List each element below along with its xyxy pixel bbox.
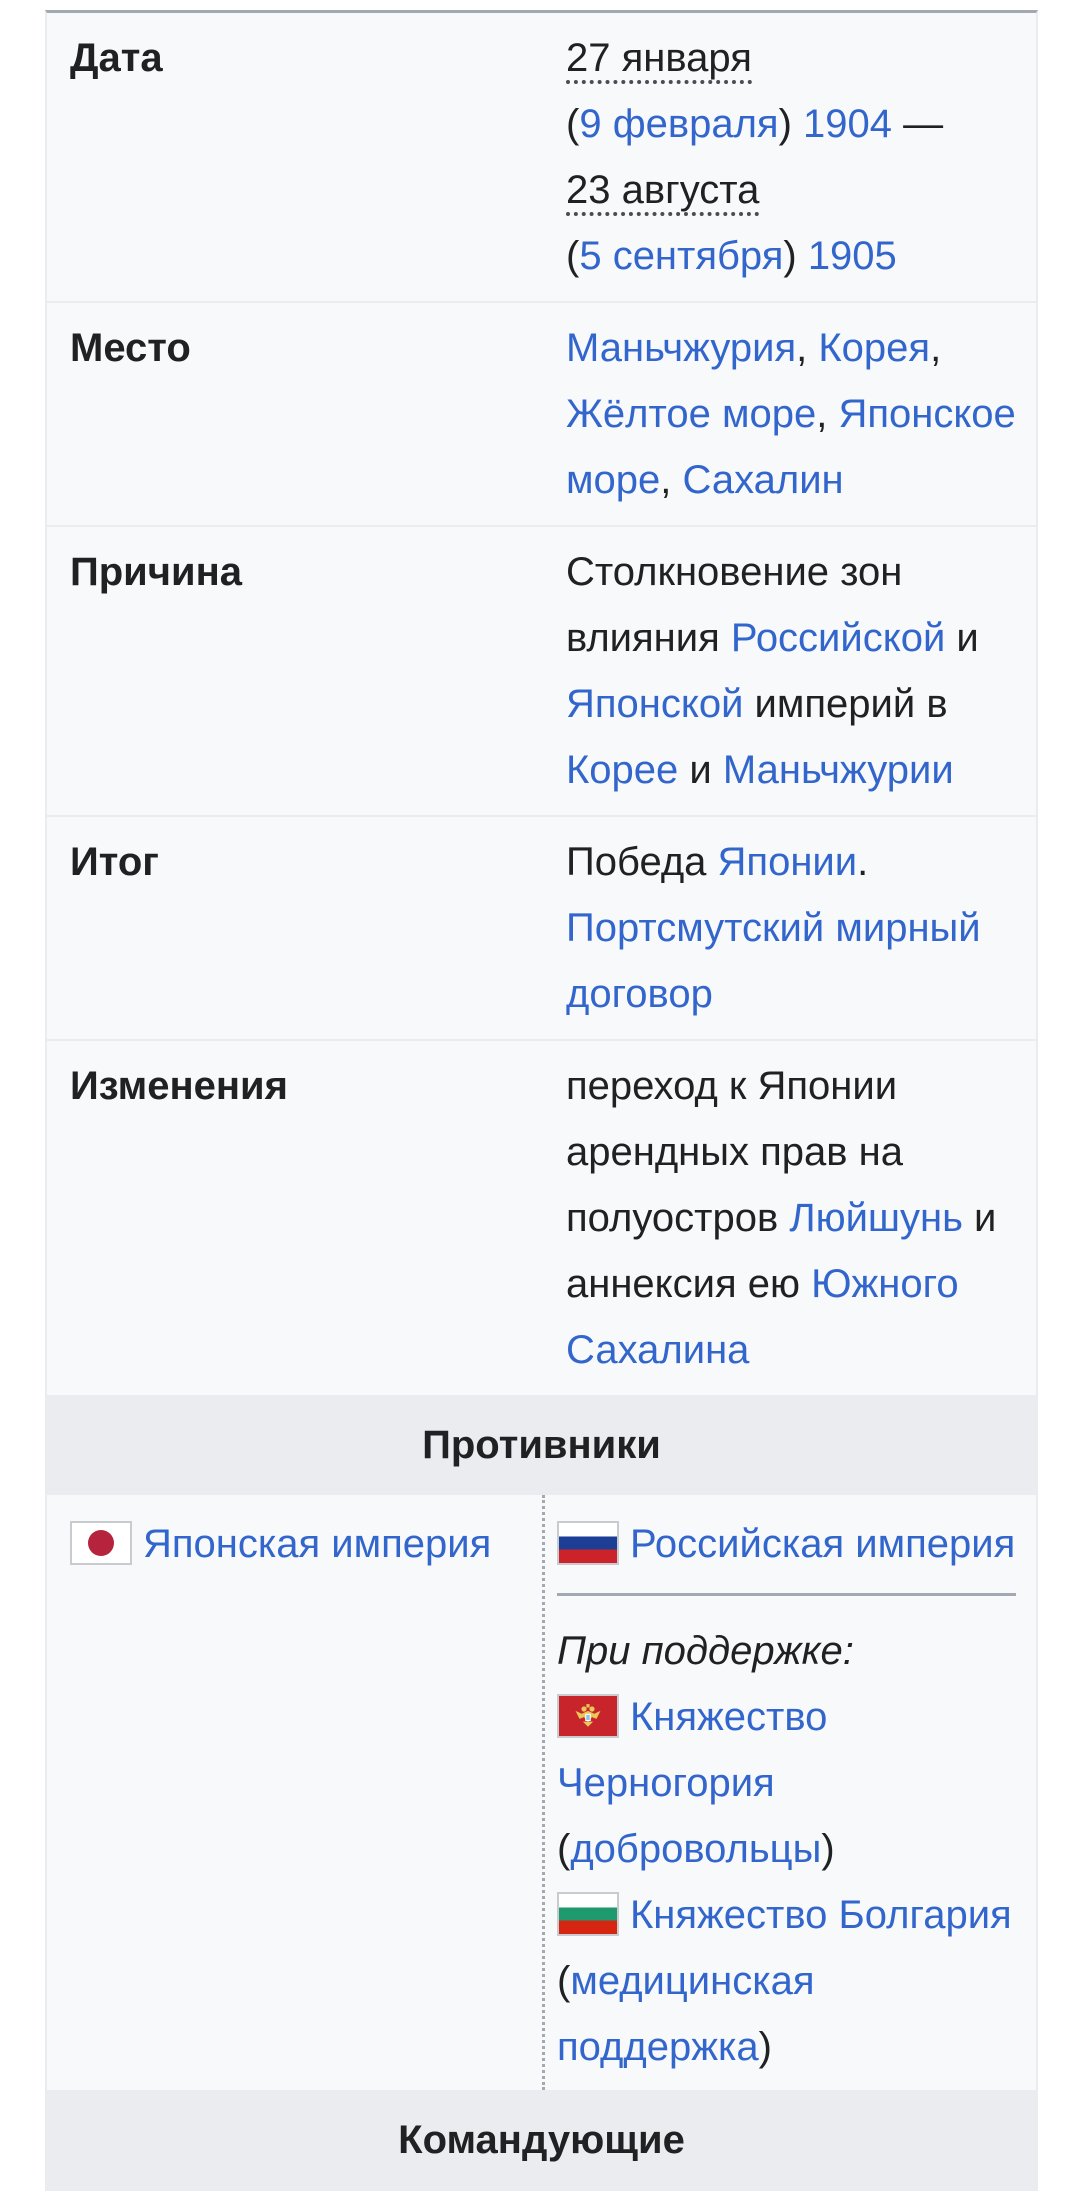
wiki-link[interactable]: 1904	[803, 102, 893, 146]
wiki-link[interactable]: Российская империя	[630, 1522, 1016, 1566]
wiki-link[interactable]: Жёлтое море	[566, 392, 817, 436]
wiki-link[interactable]: Сахалин	[682, 458, 844, 502]
bulgaria-flag-icon[interactable]	[557, 1892, 619, 1936]
text-run: Победа	[566, 840, 718, 884]
infobox-row-date	[47, 13, 1036, 301]
text-run: империй в	[743, 682, 948, 726]
wiki-link[interactable]: 9 февраля	[579, 102, 779, 146]
text-run: —	[892, 102, 944, 146]
wiki-link[interactable]: добровольцы	[570, 1827, 822, 1871]
opponents-japan-cell	[47, 1495, 542, 2090]
war-infobox	[45, 10, 1038, 2191]
infobox-row-place	[47, 301, 1036, 525]
support-separator	[557, 1593, 1016, 1596]
text-run: и	[678, 748, 723, 792]
text-run: (	[557, 1827, 571, 1871]
russia-flag-icon[interactable]	[557, 1521, 619, 1565]
opponents-row	[47, 1495, 1036, 2090]
row-label-changes: Изменения	[70, 1064, 288, 1108]
wiki-link[interactable]: Маньчжурии	[722, 748, 954, 792]
infobox-row-changes	[47, 1039, 1036, 1395]
wiki-link[interactable]: Княжество Черногория	[557, 1695, 828, 1805]
wiki-link[interactable]: Японии	[717, 840, 858, 884]
row-value-result	[566, 829, 1036, 1027]
row-value-date	[566, 25, 1036, 289]
julian-date[interactable]: 23 августа	[566, 168, 759, 216]
row-label-date: Дата	[70, 36, 163, 80]
wiki-link[interactable]: медицинская поддержка	[557, 1959, 815, 2069]
text-run: Столкновение зон влияния	[566, 550, 903, 660]
row-label-result: Итог	[70, 840, 159, 884]
wiki-link[interactable]: Южного Сахалина	[566, 1262, 959, 1372]
japan-flag-icon[interactable]	[70, 1521, 132, 1565]
row-label-cause: Причина	[70, 550, 242, 594]
wiki-link[interactable]: 1905	[807, 234, 897, 278]
text-run: )	[821, 1827, 835, 1871]
montenegro-flag-icon[interactable]	[557, 1694, 619, 1738]
wiki-link[interactable]: Княжество Болгария	[630, 1893, 1012, 1937]
text-run: )	[758, 2025, 772, 2069]
wiki-link[interactable]: Российской	[730, 616, 946, 660]
wiki-link[interactable]: Корея	[818, 326, 931, 370]
text-run: переход к Японии арендных прав на полуостров	[566, 1064, 903, 1240]
julian-date[interactable]: 27 января	[566, 36, 752, 84]
wiki-link[interactable]: Маньчжурия	[566, 326, 797, 370]
infobox-row-result	[47, 815, 1036, 1039]
row-value-place	[566, 315, 1036, 513]
wiki-link[interactable]: Японская империя	[143, 1522, 492, 1566]
text-run: .	[857, 840, 869, 884]
wiki-link[interactable]: Японской	[566, 682, 744, 726]
text-run: При поддержке:	[557, 1629, 854, 1673]
text-run: (	[557, 1959, 571, 2003]
text-run: ,	[660, 458, 683, 502]
text-run: и аннексия ею	[566, 1196, 997, 1306]
text-run: (	[566, 102, 580, 146]
wiki-link[interactable]: Портсмутский мирный договор	[566, 906, 981, 1016]
text-run: (	[566, 234, 580, 278]
wiki-link[interactable]: Люйшунь	[789, 1196, 963, 1240]
text-run: ,	[796, 326, 819, 370]
row-value-changes	[566, 1053, 1036, 1383]
commanders-section-header: Командующие	[47, 2090, 1036, 2191]
wiki-link[interactable]: 5 сентября	[579, 234, 784, 278]
infobox-row-cause	[47, 525, 1036, 815]
row-label-place: Место	[70, 326, 191, 370]
opponents-section-header: Противники	[47, 1395, 1036, 1495]
row-value-cause	[566, 539, 1036, 803]
text-run: )	[783, 234, 808, 278]
wiki-link[interactable]: Корее	[566, 748, 679, 792]
opponents-russia-cell	[542, 1495, 1036, 2090]
text-run: и	[945, 616, 979, 660]
text-run: ,	[930, 326, 942, 370]
text-run: )	[778, 102, 804, 146]
text-run: ,	[816, 392, 839, 436]
wiki-link[interactable]: Японское море	[566, 392, 1016, 502]
